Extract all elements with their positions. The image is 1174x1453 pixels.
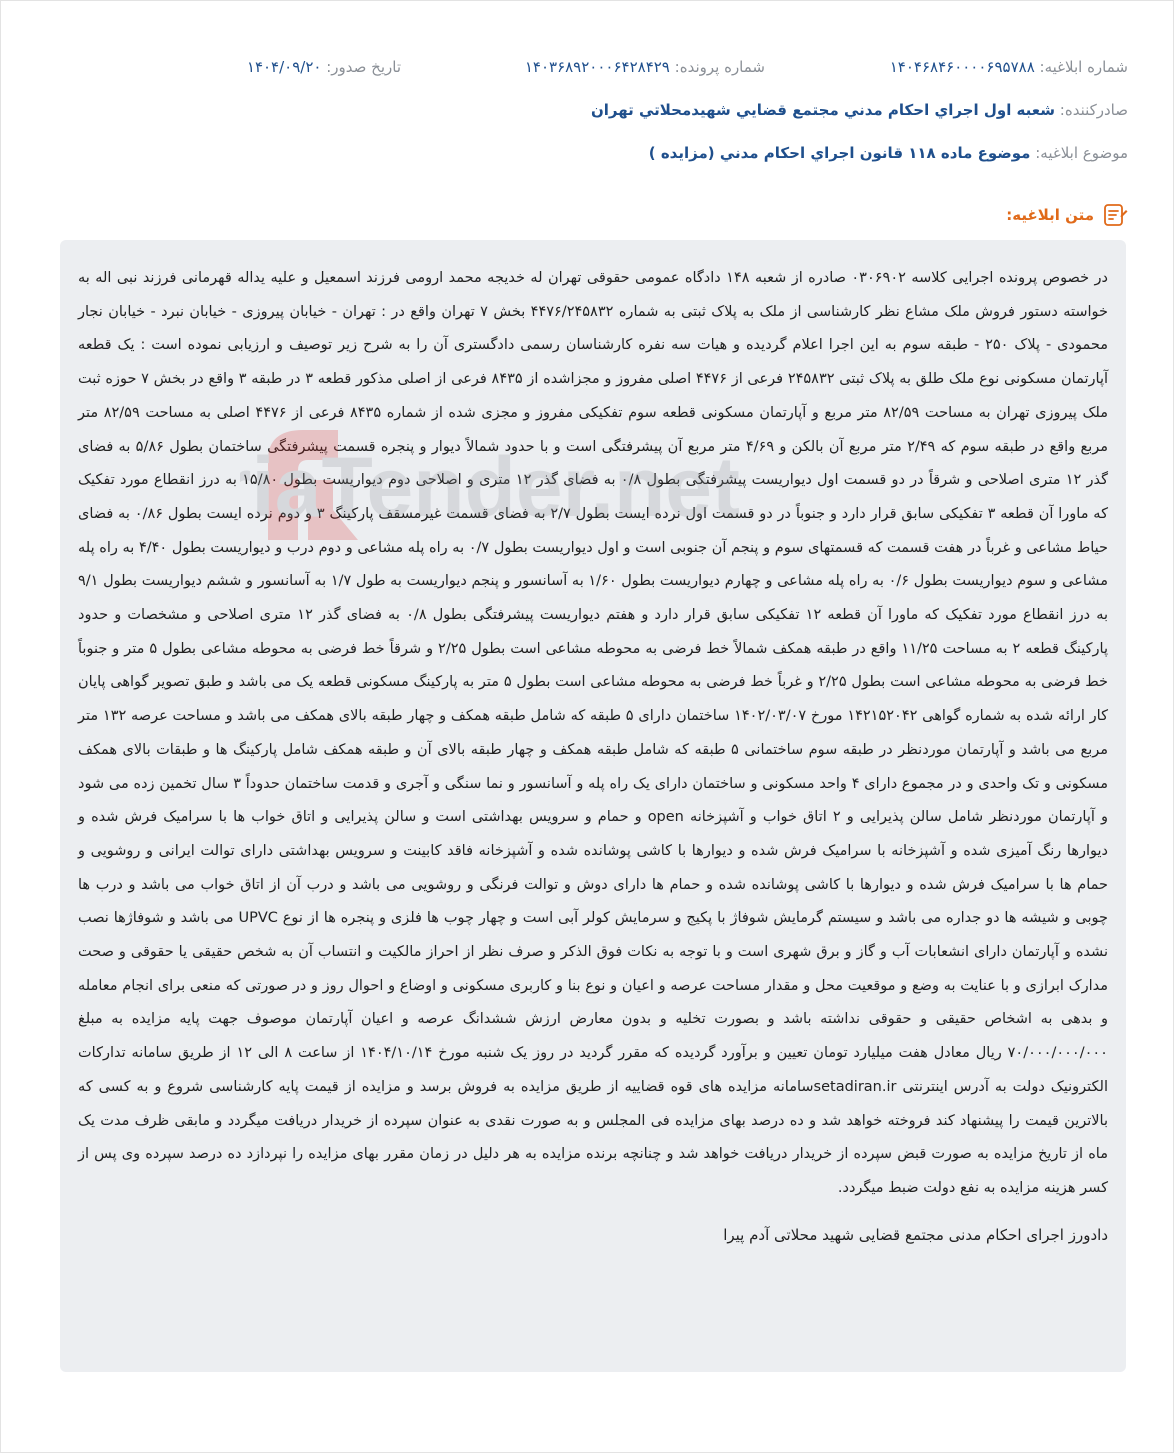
case-number [525, 58, 765, 76]
subject-row [46, 144, 1128, 162]
notice-text-heading [1006, 202, 1128, 228]
issuer-value: شعبه اول اجراي احكام مدني مجتمع قضايي شهيدمحلاتي تهران [590, 101, 1055, 119]
case-number-label: شماره پرونده: [674, 58, 765, 76]
document-edit-icon [1102, 202, 1128, 228]
notice-body-text: در خصوص پرونده اجرایی کلاسه ۰۳۰۶۹۰۲ صادره از شعبه ۱۴۸ دادگاه عمومی حقوقی تهران له خدیجه محمد ارومی فرزند اسمعیل و علیه یداله قهرمانی فرزند نبی اله به خواسته دستور فروش ملک مشاع نظر کارشناسی از ملک به پلاک ثبتی به شماره ۴۴۷۶/۲۴۵۸۳۲ بخش ۷ تهران واقع در : تهران - خیابان پیروزی - خیابان نبرد - خیابان نجار محمودی - پلاک ۲۵۰ - طبقه سوم به این اجرا اعلام گردیده و هیات سه نفره کارشناسان رسمی دادگستری آن را به شرح زیر توصیف و ارزیابی نموده است : یک قطعه آپارتمان مسکونی نوع ملک طلق به پلاک ثبتی ۲۴۵۸۳۲ فرعی از ۴۴۷۶ اصلی مفروز و مجزاشده از ۸۴۳۵ فرعی از اصلی مذکور قطعه ۳ در طبقه ۳ واقع در بخش ۷ حوزه ثبت ملک پیروزی تهران به مساحت ۸۲/۵۹ متر مربع و آپارتمان مسکونی قطعه سوم تفکیکی مفروز و مجزی شده از شماره ۸۴۳۵ فرعی از ۴۴۷۶ اصلی به مساحت ۸۲/۵۹ متر مربع واقع در طبقه سوم که ۲/۴۹ متر مربع آن بالکن و ۴/۶۹ متر مربع آن پیشرفتگی است و با حدود شمالاً دیوار و پنجره قسمت پیشرفتگی ساختمان بطول ۵/۸۶ به فضای گذر ۱۲ متری اصلاحی و شرقاً در دو قسمت اول دیواریست پیشرفتگی بطول ۰/۸ به فضای گذر ۱۲ متری و اصلاحی دوم دیواریست بطول ۱۵/۸۰ به درز انقطاع مورد تفکیک که ماورا آن قطعه ۳ تفکیکی سابق قرار دارد و جنوباً در دو قسمت اول نرده ایست بطول ۲/۷ به فضای قسمت غیرمسقف پارکینگ ۳ و دوم نرده ایست بطول ۰/۸۶ به فضای حیاط مشاعی و غرباً در هفت قسمت که قسمتهای سوم و پنجم آن جنوبی است و اول دیواریست بطول ۰/۷ به راه پله مشاعی و دوم درب و دیواریست بطول ۴/۴۰ به راه پله مشاعی و سوم دیواریست بطول ۰/۶ به راه پله مشاعی و چهارم دیواریست بطول ۱/۶۰ به آسانسور و پنجم دیواریست به طول ۱/۷ به آسانسور و ششم دیواریست بطول ۹/۱ به درز انقطاع مورد تفکیک که ماورا آن قطعه ۱۲ تفکیکی سابق قرار دارد و هفتم دیواریست پیشرفتگی بطول ۰/۸ به فضای گذر ۱۲ متری اصلاحی و مشخصات و حدود پارکینگ قطعه ۲ به مساحت ۱۱/۲۵ واقع در طبقه همکف شمالاً خط فرضی به محوطه مشاعی است بطول ۲/۲۵ و شرقاً خط فرضی به محوطه مشاعی بطول ۵ متر و جنوباً خط فرضی به محوطه مشاعی است بطول ۲/۲۵ و غرباً خط فرضی به محوطه مشاعی است بطول ۵ متر به پارکینگ مسکونی قطعه یک می باشد و طبق تصویر گواهی پایان کار ارائه شده به شماره گواهی ۱۴۲۱۵۲۰۴۲ مورخ ۱۴۰۲/۰۳/۰۷ ساختمان دارای ۵ طبقه که شامل طبقه همکف و چهار طبقه بالای همکف می باشد و مساحت عرصه ۱۳۲ متر مربع می باشد و آپارتمان موردنظر در طبقه سوم ساختمانی ۵ طبقه که شامل طبقه همکف و چهار طبقه بالای آن و طبقه همکف شامل پارکینگ ها و طبقات بالای همکف مسکونی و تک واحدی و در مجموع دارای ۴ واحد مسکونی و ساختمان دارای یک راه پله و آسانسور و نما سنگی و آجری و قدمت ساختمان حدوداً ۳ سال تخمین زده می شود و آپارتمان موردنظر شامل سالن پذیرایی و ۲ اتاق خواب و آشپزخانه open و حمام و سرویس بهداشتی است و سالن پذیرایی و اتاق خواب ها با سرامیک فرش شده و دیوارها رنگ آمیزی شده و آشپزخانه با سرامیک فرش شده و دیوارها با کاشی پوشانده شده و آشپزخانه فاقد کابینت و سرویس بهداشتی دارای توالت ایرانی و روشویی و حمام ها با سرامیک فرش شده و دیوارها با کاشی پوشانده شده و حمام ها دارای دوش و توالت فرنگی و روشویی می باشد و درب آن از اتاق خواب می باشد و درب ها چوبی و شیشه ها دو جداره می باشد و سیستم گرمایش شوفاژ با پکیج و سرمایش کولر آبی است و چهار چوب ها فلزی و پنجره ها از نوع UPVC می باشد و شوفاژها نصب نشده و آپارتمان دارای انشعابات آب و گاز و برق شهری است و با توجه به نکات فوق الذکر و صرف نظر از احراز مالکیت و انتساب آن به شخص حقیقی یا حقوقی و صحت مدارک ابرازی و با عنایت به وضع و موقعیت محل و مقدار مساحت عرصه و اعیان و نوع بنا و کاربری مسکونی و اوضاع و احوال روز و در صورتی که منعی برای انجام معامله و بدهی به اشخاص حقیقی و حقوقی نداشته باشد و بصورت تخلیه و بدون معارض ارزش ششدانگ عرصه و اعیان آپارتمان موصوف جهت پایه مزایده به مبلغ ۷۰/۰۰۰/۰۰۰/۰۰۰ ریال معادل هفت میلیارد تومان تعیین و برآورد گردیده که مقرر گردید در روز یک شنبه مورخ ۱۴۰۴/۱۰/۱۴ از ساعت ۸ الی ۱۲ از طریق سامانه تدارکات الکترونیک دولت به آدرس اینترنتی setadiran.irسامانه مزایده های قوه قضاییه از طریق مزایده به فروش برسد و مزایده از قیمت پایه کارشناسی شروع و به کسی که بالاترین قیمت را پیشنهاد کند فروخته خواهد شد و ده درصد بهای مزایده فی المجلس و به صورت نقدی به عنوان سپرده از خریدار دریافت میگردد و مابقی ظرف مدت یک ماه از تاریخ مزایده به صورت قبض سپرده از خریدار دریافت خواهد شد و چنانچه برنده مزایده به هر دلیل در زمان مقرر بهای مزایده را نپردازد ده درصد سپرده وی پس از کسر هزینه مزایده به نفع دولت ضبط میگردد. [78, 270, 1109, 1196]
case-number-value: ۱۴۰۳۶۸۹۲۰۰۰۶۴۲۸۴۲۹ [524, 58, 670, 76]
svg-text:AriaTender.net: iaTender.net [251, 440, 740, 534]
issue-date-value: ۱۴۰۴/۰۹/۲۰ [246, 58, 322, 76]
notice-text-heading-label: متن ابلاغیه: [1006, 206, 1094, 224]
notice-body-box [60, 240, 1126, 1372]
issue-date [247, 58, 401, 76]
notice-number-value: ۱۴۰۴۶۸۴۶۰۰۰۰۶۹۵۷۸۸ [889, 58, 1035, 76]
notice-number [890, 58, 1128, 76]
subject-value: موضوع ماده ۱۱۸ قانون اجراي احكام مدني (مزايده ) [648, 144, 1031, 162]
issuer-row [46, 101, 1128, 119]
issuer-label: صادرکننده: [1059, 101, 1128, 119]
subject-label: موضوع ابلاغیه: [1035, 144, 1128, 162]
notice-number-label: شماره ابلاغیه: [1039, 58, 1128, 76]
issue-date-label: تاریخ صدور: [326, 58, 401, 76]
notice-signature: دادورز اجرای احکام مدنی مجتمع قضایی شهید محلاتی آدم پیرا [723, 1225, 1108, 1244]
